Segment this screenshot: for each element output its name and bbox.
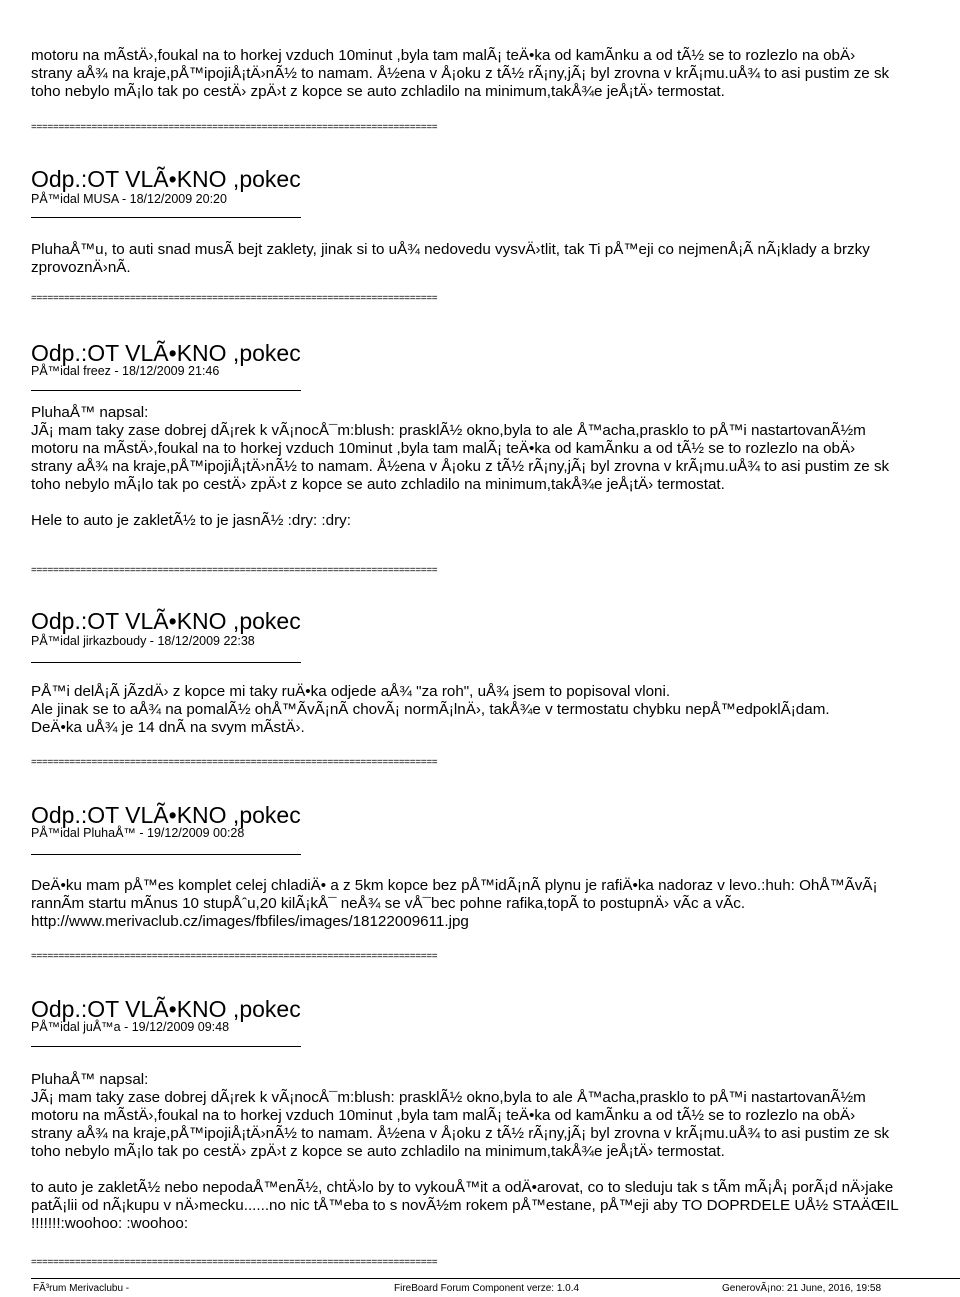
text-line: motoru na mÃstÄ›,foukal na to horkej vzduch 10minut ,byla tam malÃ¡ teÄ•ka od kamÃnku a od tÃ½ se to rozlezlo na obÄ›	[31, 1107, 856, 1124]
post-meta: PÅ™idal jirkazboudy - 18/12/2009 22:38	[31, 634, 255, 648]
post-rule	[31, 854, 301, 855]
text-line: Hele to auto je zakletÃ½ to je jasnÃ½ :dry: :dry:	[31, 512, 351, 529]
text-line: JÃ¡ mam taky zase dobrej dÃ¡rek k vÃ¡nocÅ¯m:blush: prasklÃ½ okno,byla to ale Å™acha,prasklo to pÅ™i nastartovanÃ½m	[31, 1089, 866, 1106]
text-line: zprovoznÄ›nÃ.	[31, 259, 131, 276]
footer-component: FireBoard Forum Component verze: 1.0.4	[394, 1283, 580, 1294]
quote-header: PluhaÅ™ napsal:	[31, 404, 149, 421]
text-line	[31, 494, 960, 512]
text-line: PÅ™i delÅ¡Ã jÃzdÄ› z kopce mi taky ruÄ•ka odjede aÅ¾ "za roh", uÅ¾ jsem to popisoval vloni.	[31, 683, 671, 700]
post-body	[31, 241, 960, 277]
quote-header: PluhaÅ™ napsal:	[31, 1071, 149, 1088]
text-line: JÃ¡ mam taky zase dobrej dÃ¡rek k vÃ¡nocÅ¯m:blush: prasklÃ½ okno,byla to ale Å™acha,prasklo to pÅ™i nastartovanÃ½m	[31, 422, 866, 439]
separator: ==========================================================================	[31, 293, 438, 304]
text-line: motoru na mÃstÄ›,foukal na to horkej vzduch 10minut ,byla tam malÃ¡ teÄ•ka od kamÃnku a od tÃ½ se to rozlezlo na obÄ›	[31, 440, 856, 457]
separator: ==========================================================================	[31, 1257, 438, 1268]
text-line: toho nebylo mÃ¡lo tak po cestÄ› zpÄ›t z kopce se auto zchladilo na minimum,takÅ¾e jeÅ¡tÄ› termostat.	[31, 83, 725, 100]
text-line: motoru na mÃstÄ›,foukal na to horkej vzduch 10minut ,byla tam malÃ¡ teÄ•ka od kamÃnku a od tÃ½ se to rozlezlo na obÄ›	[31, 47, 856, 64]
text-line: toho nebylo mÃ¡lo tak po cestÄ› zpÄ›t z kopce se auto zchladilo na minimum,takÅ¾e jeÅ¡tÄ› termostat.	[31, 476, 725, 493]
post-title: Odp.:OT VLÃ•KNO ,pokec	[31, 608, 301, 634]
separator: ==========================================================================	[31, 122, 438, 133]
text-line: !!!!!!!:woohoo: :woohoo:	[31, 1215, 189, 1232]
post-title: Odp.:OT VLÃ•KNO ,pokec	[31, 340, 301, 366]
separator: ==========================================================================	[31, 951, 438, 962]
post-link[interactable]: http://www.merivaclub.cz/images/fbfiles/images/18122009611.jpg	[31, 913, 469, 930]
text-line: strany aÅ¾ na kraje,pÅ™ipojiÅ¡tÄ›nÃ½ to namam. Å½ena v Å¡oku z tÃ½ rÃ¡ny,jÃ¡ byl zrovna v krÃ¡mu.uÅ¾ to asi pustim ze sk	[31, 65, 890, 82]
post-title: Odp.:OT VLÃ•KNO ,pokec	[31, 802, 301, 828]
intro-text	[31, 47, 960, 101]
document-page	[31, 0, 960, 1297]
text-line: patÃ¡lii od nÃ¡kupu v nÄ›mecku......no nic tÅ™eba to s novÃ½m rokem pÅ™estane, pÅ™eji aby TO DOPRDELE UÅ½ STAÄŒIL	[31, 1197, 899, 1214]
post-title: Odp.:OT VLÃ•KNO ,pokec	[31, 166, 301, 192]
separator: ==========================================================================	[31, 757, 438, 768]
post-body	[31, 404, 960, 530]
post-meta: PÅ™idal freez - 18/12/2009 21:46	[31, 364, 220, 378]
post-meta: PÅ™idal juÅ™a - 19/12/2009 09:48	[31, 1020, 230, 1034]
text-line	[31, 1161, 960, 1179]
text-line: DeÄ•ku mam pÅ™es komplet celej chladiÄ• a z 5km kopce bez pÅ™idÃ¡nÃ plynu je rafiÄ•ka nadoraz v levo.:huh: OhÅ™ÃvÃ¡	[31, 877, 878, 894]
text-line: PluhaÅ™u, to auti snad musÃ bejt zaklety, jinak si to uÅ¾ nedovedu vysvÄ›tlit, tak Ti pÅ™eji co nejmenÅ¡Ã nÃ¡klady a brzky	[31, 241, 870, 258]
separator: ==========================================================================	[31, 565, 438, 576]
text-line: to auto je zakletÃ½ nebo nepodaÅ™enÃ½, chtÄ›lo by to vykouÅ™it a odÄ•arovat, co to sleduju tak s tÃm mÃ¡Å¡ porÃ¡d nÄ›jake	[31, 1179, 894, 1196]
post-rule	[31, 217, 301, 218]
footer-generated: GenerovÃ¡no: 21 June, 2016, 19:58	[722, 1283, 882, 1294]
post-body	[31, 877, 960, 931]
footer-forum-name: FÃ³rum Merivaclubu -	[33, 1283, 130, 1294]
text-line: strany aÅ¾ na kraje,pÅ™ipojiÅ¡tÄ›nÃ½ to namam. Å½ena v Å¡oku z tÃ½ rÃ¡ny,jÃ¡ byl zrovna v krÃ¡mu.uÅ¾ to asi pustim ze sk	[31, 458, 890, 475]
text-line: DeÄ•ka uÅ¾ je 14 dnÃ na svym mÃstÄ›.	[31, 719, 305, 736]
footer-rule	[31, 1278, 960, 1279]
post-body	[31, 683, 960, 737]
post-rule	[31, 390, 301, 391]
post-body	[31, 1071, 960, 1233]
post-meta: PÅ™idal PluhaÅ™ - 19/12/2009 00:28	[31, 826, 245, 840]
text-line: toho nebylo mÃ¡lo tak po cestÄ› zpÄ›t z kopce se auto zchladilo na minimum,takÅ¾e jeÅ¡tÄ› termostat.	[31, 1143, 725, 1160]
post-rule	[31, 662, 301, 663]
text-line: rannÃm startu mÃnus 10 stupÅˆu,20 kilÃ¡kÅ¯ neÅ¾ se vÅ¯bec pohne rafika,topÃ to postupnÄ› vÃc a vÃc.	[31, 895, 746, 912]
post-title: Odp.:OT VLÃ•KNO ,pokec	[31, 996, 301, 1022]
text-line: strany aÅ¾ na kraje,pÅ™ipojiÅ¡tÄ›nÃ½ to namam. Å½ena v Å¡oku z tÃ½ rÃ¡ny,jÃ¡ byl zrovna v krÃ¡mu.uÅ¾ to asi pustim ze sk	[31, 1125, 890, 1142]
post-rule	[31, 1046, 301, 1047]
text-line: Ale jinak se to aÅ¾ na pomalÃ½ ohÅ™ÃvÃ¡nÃ chovÃ¡ normÃ¡lnÄ›, takÅ¾e v termostatu chybku nepÅ™edpoklÃ¡dam.	[31, 701, 830, 718]
post-meta: PÅ™idal MUSA - 18/12/2009 20:20	[31, 192, 227, 206]
